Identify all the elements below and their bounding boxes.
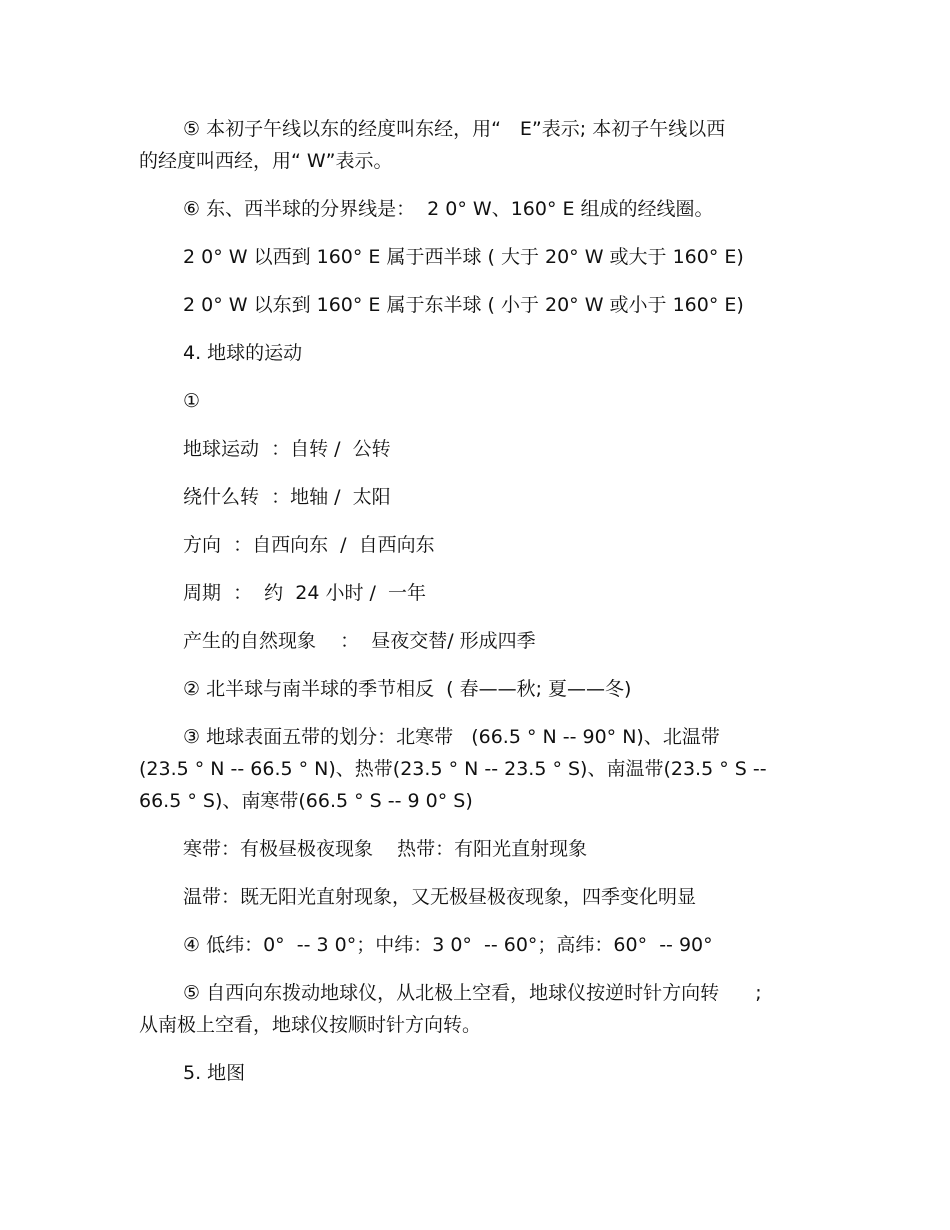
temperate-zone-note: 温带：既无阳光直射现象，又无极昼极夜现象，四季变化明显: [183, 886, 697, 908]
frigid-tropical-zone-notes: 寒带：有极昼极夜现象 热带：有阳光直射现象: [183, 838, 588, 860]
list-marker-1: ①: [183, 390, 201, 412]
east-longitude-definition: ⑤ 本初子午线以东的经度叫东经，用“ E”表示; 本初子午线以西: [183, 118, 726, 140]
rotation-period: 周期 ： 约 24 小时 / 一年: [183, 582, 426, 604]
section-heading-earth-motion: 4. 地球的运动: [183, 342, 303, 364]
west-longitude-definition: 的经度叫西经，用“ W”表示。: [139, 150, 393, 172]
seasons-opposite: ② 北半球与南半球的季节相反 ( 春——秋; 夏——冬): [183, 678, 632, 700]
five-zones-line-2: (23.5 ° N -- 66.5 ° N)、热带(23.5 ° N -- 23.5 ° S)、南温带(23.5 ° S --: [139, 758, 767, 780]
rotation-direction: 方向 ：自西向东 / 自西向东: [183, 534, 435, 556]
globe-rotation-north: ⑤ 自西向东拨动地球仪，从北极上空看，地球仪按逆时针方向转 ;: [183, 982, 762, 1004]
latitude-bands: ④ 低纬：0° -- 3 0°；中纬：3 0° -- 60°；高纬：60° -- 90°: [183, 934, 713, 956]
natural-phenomena: 产生的自然现象 ： 昼夜交替/ 形成四季: [183, 630, 536, 652]
five-zones-line-3: 66.5 ° S)、南寒带(66.5 ° S -- 9 0° S): [139, 790, 473, 812]
globe-rotation-south: 从南极上空看，地球仪按顺时针方向转。: [139, 1014, 482, 1036]
hemisphere-boundary: ⑥ 东、西半球的分界线是： 2 0° W、160° E 组成的经线圈。: [183, 198, 714, 220]
western-hemisphere-range: 2 0° W 以西到 160° E 属于西半球 ( 大于 20° W 或大于 160° E): [183, 246, 744, 268]
earth-motion-type: 地球运动 ：自转 / 公转: [183, 438, 391, 460]
rotation-center: 绕什么转 ：地轴 / 太阳: [183, 486, 391, 508]
eastern-hemisphere-range: 2 0° W 以东到 160° E 属于东半球 ( 小于 20° W 或小于 160° E): [183, 294, 744, 316]
section-heading-maps: 5. 地图: [183, 1062, 246, 1084]
five-zones-line-1: ③ 地球表面五带的划分：北寒带 (66.5 ° N -- 90° N)、北温带: [183, 726, 720, 748]
